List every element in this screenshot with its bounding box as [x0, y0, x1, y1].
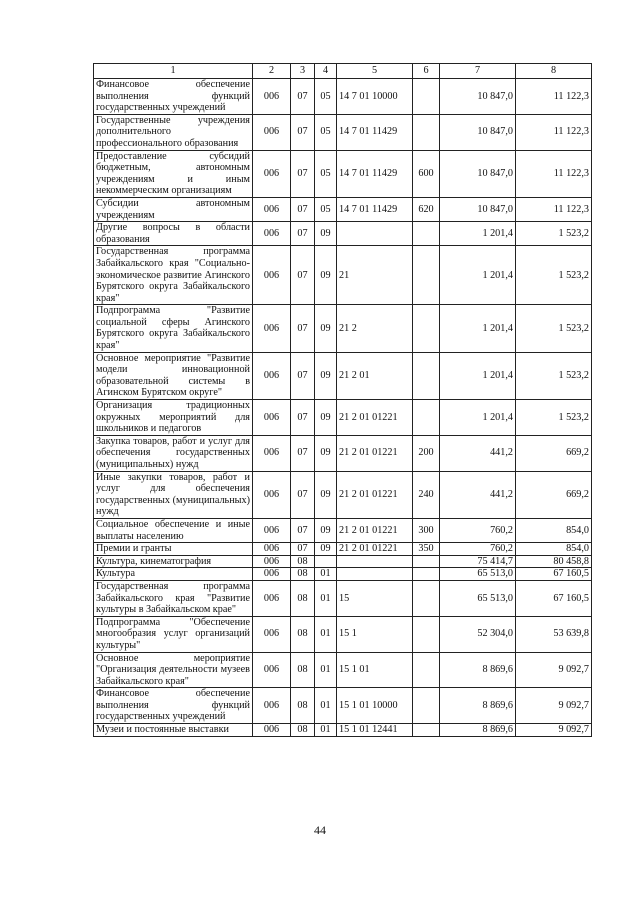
table-row: [94, 400, 592, 436]
grbs-code-cell: 006: [253, 616, 291, 652]
row-name-cell: Основное мероприятие "Развитие модели инновационной образовательной системы в Агинском Бурятском округе": [94, 352, 253, 399]
expense-type-cell: 620: [413, 197, 440, 221]
target-article-cell: 21 2 01 01221: [337, 543, 413, 556]
amount-year1-cell: 10 847,0: [440, 114, 516, 150]
subsection-code-cell: [315, 555, 337, 568]
subsection-code-cell: 09: [315, 543, 337, 556]
expense-type-cell: [413, 246, 440, 305]
section-code-cell: 07: [291, 114, 315, 150]
amount-year2-cell: 11 122,3: [516, 197, 592, 221]
amount-year2-cell: 1 523,2: [516, 222, 592, 246]
grbs-code-cell: 006: [253, 555, 291, 568]
amount-year2-cell: 669,2: [516, 435, 592, 471]
section-code-cell: 08: [291, 724, 315, 737]
subsection-code-cell: 09: [315, 305, 337, 352]
subsection-code-cell: 05: [315, 79, 337, 115]
row-name-cell: Другие вопросы в области образования: [94, 222, 253, 246]
subsection-code-cell: 01: [315, 616, 337, 652]
expense-type-cell: 200: [413, 435, 440, 471]
subsection-code-cell: 05: [315, 197, 337, 221]
section-code-cell: 07: [291, 543, 315, 556]
amount-year2-cell: 67 160,5: [516, 580, 592, 616]
subsection-code-cell: 09: [315, 400, 337, 436]
target-article-cell: 15 1 01: [337, 652, 413, 688]
grbs-code-cell: 006: [253, 518, 291, 542]
amount-year1-cell: 10 847,0: [440, 150, 516, 197]
target-article-cell: [337, 555, 413, 568]
expense-type-cell: [413, 555, 440, 568]
expense-type-cell: 600: [413, 150, 440, 197]
section-code-cell: 07: [291, 400, 315, 436]
section-code-cell: 07: [291, 222, 315, 246]
header-cell: 7: [440, 64, 516, 79]
amount-year2-cell: 11 122,3: [516, 79, 592, 115]
expense-type-cell: [413, 114, 440, 150]
row-name-cell: Подпрограмма "Развитие социальной сферы Агинского Бурятского округа Забайкальского края": [94, 305, 253, 352]
section-code-cell: 08: [291, 688, 315, 724]
row-name-cell: Субсидии автономным учреждениям: [94, 197, 253, 221]
amount-year1-cell: 760,2: [440, 543, 516, 556]
table-row: [94, 352, 592, 399]
target-article-cell: 14 7 01 11429: [337, 197, 413, 221]
section-code-cell: 07: [291, 471, 315, 518]
table-row: [94, 435, 592, 471]
amount-year1-cell: 8 869,6: [440, 652, 516, 688]
table-row: [94, 471, 592, 518]
amount-year2-cell: 854,0: [516, 543, 592, 556]
amount-year1-cell: 10 847,0: [440, 197, 516, 221]
grbs-code-cell: 006: [253, 352, 291, 399]
table-row: [94, 568, 592, 581]
table-row: [94, 555, 592, 568]
amount-year2-cell: 53 639,8: [516, 616, 592, 652]
row-name-cell: Закупка товаров, работ и услуг для обеспечения государственных (муниципальных) нужд: [94, 435, 253, 471]
expense-type-cell: [413, 222, 440, 246]
target-article-cell: 15 1: [337, 616, 413, 652]
row-name-cell: Основное мероприятие "Организация деятельности музеев Забайкальского края": [94, 652, 253, 688]
header-cell: 6: [413, 64, 440, 79]
section-code-cell: 08: [291, 568, 315, 581]
target-article-cell: 21: [337, 246, 413, 305]
amount-year1-cell: 10 847,0: [440, 79, 516, 115]
grbs-code-cell: 006: [253, 305, 291, 352]
row-name-cell: Подпрограмма "Обеспечение многообразия услуг организаций культуры": [94, 616, 253, 652]
section-code-cell: 07: [291, 79, 315, 115]
amount-year1-cell: 1 201,4: [440, 222, 516, 246]
target-article-cell: 14 7 01 11429: [337, 114, 413, 150]
section-code-cell: 07: [291, 305, 315, 352]
subsection-code-cell: 09: [315, 352, 337, 399]
amount-year2-cell: 9 092,7: [516, 688, 592, 724]
amount-year1-cell: 65 513,0: [440, 580, 516, 616]
grbs-code-cell: 006: [253, 150, 291, 197]
row-name-cell: Премии и гранты: [94, 543, 253, 556]
amount-year1-cell: 1 201,4: [440, 305, 516, 352]
target-article-cell: 14 7 01 11429: [337, 150, 413, 197]
table-row: [94, 688, 592, 724]
section-code-cell: 08: [291, 616, 315, 652]
subsection-code-cell: 05: [315, 114, 337, 150]
table-row: [94, 197, 592, 221]
target-article-cell: 21 2 01 01221: [337, 471, 413, 518]
subsection-code-cell: 05: [315, 150, 337, 197]
grbs-code-cell: 006: [253, 652, 291, 688]
header-cell: 5: [337, 64, 413, 79]
budget-table: [93, 63, 592, 737]
section-code-cell: 08: [291, 652, 315, 688]
section-code-cell: 07: [291, 435, 315, 471]
table-row: [94, 150, 592, 197]
amount-year1-cell: 1 201,4: [440, 246, 516, 305]
expense-type-cell: [413, 400, 440, 436]
row-name-cell: Социальное обеспечение и иные выплаты населению: [94, 518, 253, 542]
table-row: [94, 246, 592, 305]
expense-type-cell: [413, 616, 440, 652]
grbs-code-cell: 006: [253, 246, 291, 305]
amount-year2-cell: 1 523,2: [516, 400, 592, 436]
grbs-code-cell: 006: [253, 724, 291, 737]
amount-year1-cell: 8 869,6: [440, 688, 516, 724]
expense-type-cell: [413, 352, 440, 399]
subsection-code-cell: 01: [315, 724, 337, 737]
grbs-code-cell: 006: [253, 688, 291, 724]
section-code-cell: 07: [291, 518, 315, 542]
row-name-cell: Государственная программа Забайкальского края "Развитие культуры в Забайкальском крае": [94, 580, 253, 616]
row-name-cell: Государственные учреждения дополнительного профессионального образования: [94, 114, 253, 150]
grbs-code-cell: 006: [253, 568, 291, 581]
target-article-cell: [337, 568, 413, 581]
expense-type-cell: 300: [413, 518, 440, 542]
amount-year1-cell: 441,2: [440, 471, 516, 518]
amount-year2-cell: 9 092,7: [516, 724, 592, 737]
target-article-cell: 21 2 01: [337, 352, 413, 399]
expense-type-cell: [413, 688, 440, 724]
target-article-cell: 15: [337, 580, 413, 616]
expense-type-cell: 350: [413, 543, 440, 556]
target-article-cell: 21 2 01 01221: [337, 518, 413, 542]
grbs-code-cell: 006: [253, 580, 291, 616]
table-row: [94, 652, 592, 688]
section-code-cell: 07: [291, 246, 315, 305]
target-article-cell: 21 2 01 01221: [337, 435, 413, 471]
target-article-cell: 15 1 01 12441: [337, 724, 413, 737]
grbs-code-cell: 006: [253, 114, 291, 150]
table-row: [94, 543, 592, 556]
amount-year2-cell: 669,2: [516, 471, 592, 518]
amount-year1-cell: 65 513,0: [440, 568, 516, 581]
table-header-row: [94, 64, 592, 79]
table-row: [94, 114, 592, 150]
expense-type-cell: [413, 305, 440, 352]
row-name-cell: Иные закупки товаров, работ и услуг для обеспечения государственных (муниципальных) нужд: [94, 471, 253, 518]
section-code-cell: 07: [291, 197, 315, 221]
subsection-code-cell: 01: [315, 568, 337, 581]
expense-type-cell: [413, 652, 440, 688]
grbs-code-cell: 006: [253, 197, 291, 221]
amount-year1-cell: 441,2: [440, 435, 516, 471]
row-name-cell: Финансовое обеспечение выполнения функций государственных учреждений: [94, 688, 253, 724]
header-cell: 4: [315, 64, 337, 79]
header-cell: 8: [516, 64, 592, 79]
amount-year2-cell: 1 523,2: [516, 352, 592, 399]
expense-type-cell: [413, 79, 440, 115]
table-row: [94, 580, 592, 616]
subsection-code-cell: 09: [315, 518, 337, 542]
amount-year1-cell: 52 304,0: [440, 616, 516, 652]
amount-year2-cell: 11 122,3: [516, 150, 592, 197]
subsection-code-cell: 01: [315, 580, 337, 616]
table-row: [94, 724, 592, 737]
table-row: [94, 79, 592, 115]
subsection-code-cell: 09: [315, 471, 337, 518]
table-row: [94, 305, 592, 352]
expense-type-cell: [413, 568, 440, 581]
amount-year1-cell: 75 414,7: [440, 555, 516, 568]
table-body: [94, 79, 592, 737]
header-cell: 3: [291, 64, 315, 79]
section-code-cell: 07: [291, 150, 315, 197]
expense-type-cell: 240: [413, 471, 440, 518]
section-code-cell: 08: [291, 580, 315, 616]
section-code-cell: 07: [291, 352, 315, 399]
target-article-cell: [337, 222, 413, 246]
grbs-code-cell: 006: [253, 471, 291, 518]
subsection-code-cell: 01: [315, 688, 337, 724]
table-row: [94, 616, 592, 652]
header-cell: 2: [253, 64, 291, 79]
row-name-cell: Финансовое обеспечение выполнения функций государственных учреждений: [94, 79, 253, 115]
amount-year1-cell: 1 201,4: [440, 352, 516, 399]
grbs-code-cell: 006: [253, 79, 291, 115]
amount-year2-cell: 67 160,5: [516, 568, 592, 581]
grbs-code-cell: 006: [253, 543, 291, 556]
table-row: [94, 222, 592, 246]
expense-type-cell: [413, 580, 440, 616]
table-row: [94, 518, 592, 542]
row-name-cell: Государственная программа Забайкальского края "Социально-экономическое развитие Агинского Бурятского округа Забайкальского края": [94, 246, 253, 305]
header-cell: 1: [94, 64, 253, 79]
page-number: 44: [314, 823, 326, 837]
amount-year2-cell: 1 523,2: [516, 305, 592, 352]
amount-year1-cell: 1 201,4: [440, 400, 516, 436]
subsection-code-cell: 09: [315, 246, 337, 305]
target-article-cell: 14 7 01 10000: [337, 79, 413, 115]
amount-year2-cell: 9 092,7: [516, 652, 592, 688]
amount-year2-cell: 11 122,3: [516, 114, 592, 150]
amount-year2-cell: 80 458,8: [516, 555, 592, 568]
expense-type-cell: [413, 724, 440, 737]
amount-year1-cell: 760,2: [440, 518, 516, 542]
row-name-cell: Предоставление субсидий бюджетным, автономным учреждениям и иным некоммерческим организациям: [94, 150, 253, 197]
subsection-code-cell: 01: [315, 652, 337, 688]
section-code-cell: 08: [291, 555, 315, 568]
amount-year2-cell: 854,0: [516, 518, 592, 542]
target-article-cell: 21 2 01 01221: [337, 400, 413, 436]
grbs-code-cell: 006: [253, 222, 291, 246]
row-name-cell: Культура, кинематография: [94, 555, 253, 568]
row-name-cell: Организация традиционных окружных мероприятий для школьников и педагогов: [94, 400, 253, 436]
row-name-cell: Музеи и постоянные выставки: [94, 724, 253, 737]
subsection-code-cell: 09: [315, 435, 337, 471]
grbs-code-cell: 006: [253, 435, 291, 471]
amount-year1-cell: 8 869,6: [440, 724, 516, 737]
target-article-cell: 21 2: [337, 305, 413, 352]
row-name-cell: Культура: [94, 568, 253, 581]
target-article-cell: 15 1 01 10000: [337, 688, 413, 724]
amount-year2-cell: 1 523,2: [516, 246, 592, 305]
grbs-code-cell: 006: [253, 400, 291, 436]
subsection-code-cell: 09: [315, 222, 337, 246]
